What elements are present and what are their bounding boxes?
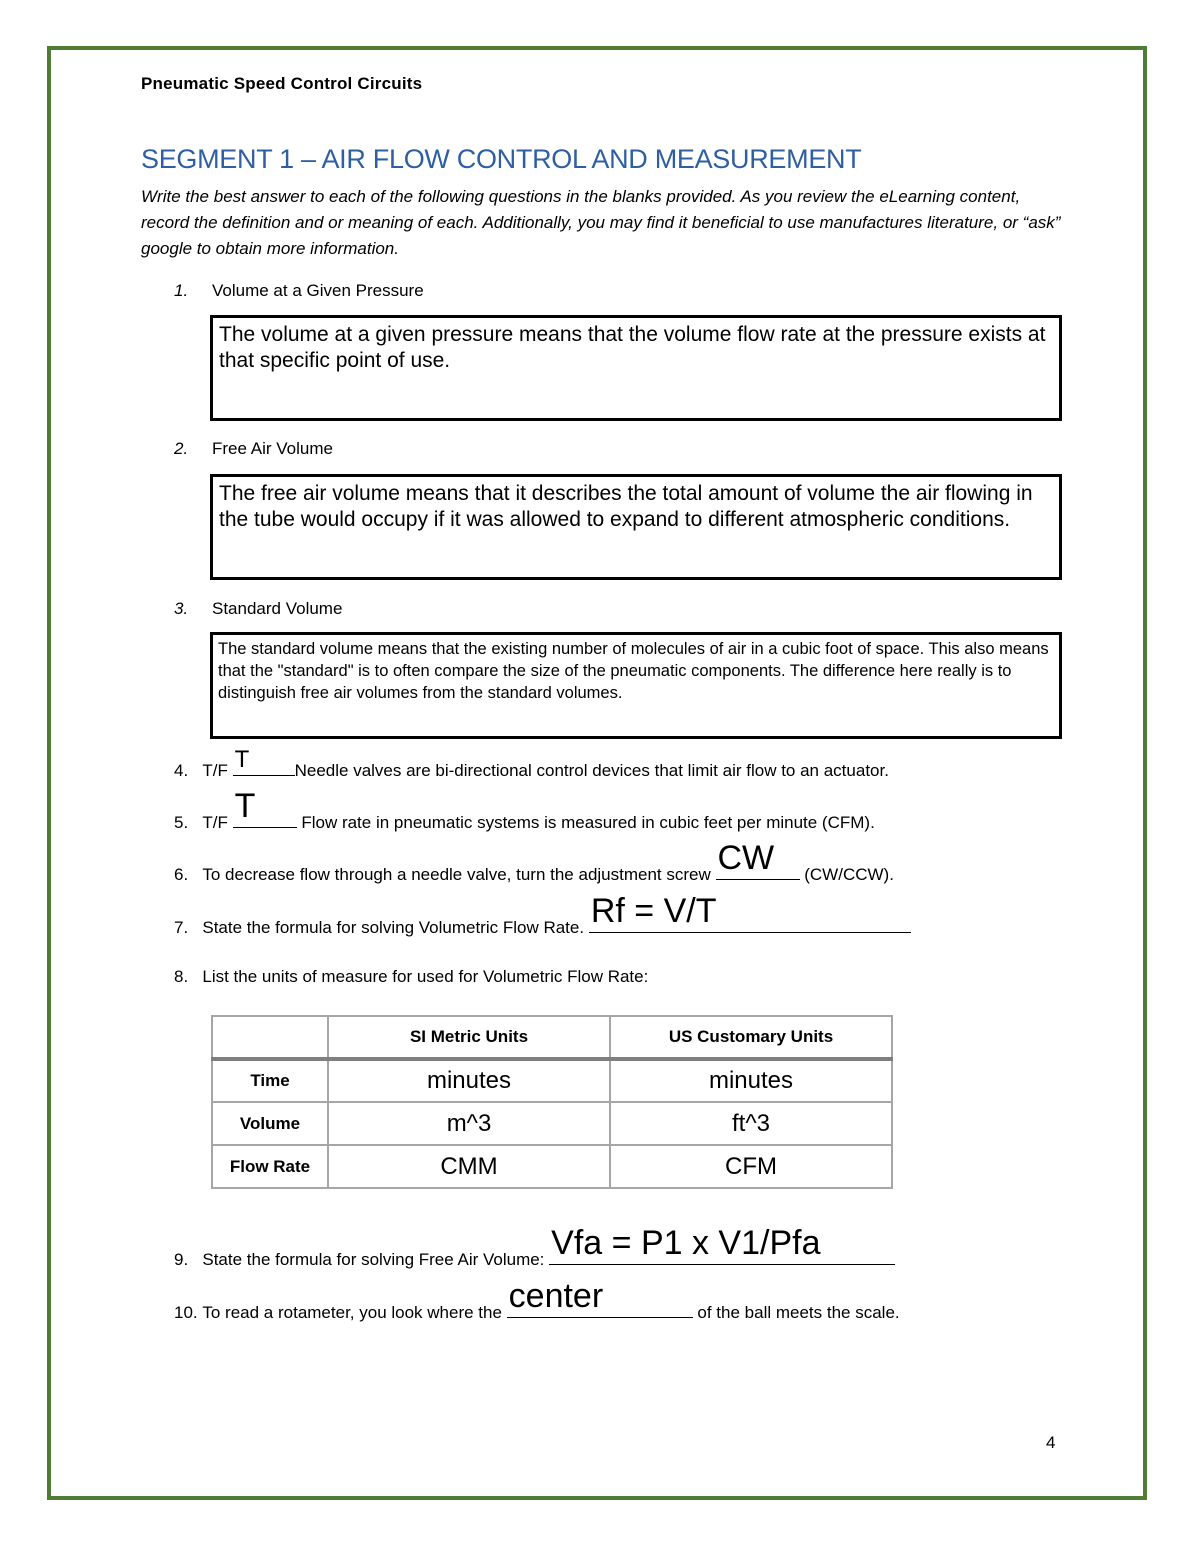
q9-blank[interactable] [549, 1224, 895, 1265]
q4-answer: T [234, 746, 250, 773]
q4-blank[interactable] [233, 746, 295, 776]
q6-blank[interactable] [716, 839, 800, 880]
cell-flow-rate-us[interactable]: CFM [610, 1145, 892, 1188]
q2-text: Free Air Volume [212, 439, 333, 458]
page-number: 4 [1046, 1433, 1056, 1452]
q4-number: 4. [174, 761, 189, 780]
segment-title: SEGMENT 1 – AIR FLOW CONTROL AND MEASUREMENT [141, 144, 862, 174]
running-header: Pneumatic Speed Control Circuits [141, 74, 423, 93]
table-header-row [212, 1016, 892, 1059]
q4-text: Needle valves are bi-directional control devices that limit air flow to an actuator. [294, 761, 889, 780]
q6-suffix: (CW/CCW). [804, 865, 894, 884]
q1-answer-box[interactable]: The volume at a given pressure means that the volume flow rate at the pressure exists at that specific point of use. [210, 315, 1062, 421]
q5-number: 5. [174, 813, 189, 832]
q10-text-after: of the ball meets the scale. [697, 1303, 900, 1322]
instructions: Write the best answer to each of the following questions in the blanks provided. As you review the eLearning content, record the definition and or meaning of each. Additionally, you may find it beneficial to use manufactures literature, or “ask” google to obtain more information. [141, 187, 1061, 258]
cell-volume-si[interactable]: m^3 [328, 1102, 610, 1145]
q9-text: State the formula for solving Free Air Volume: [202, 1250, 545, 1269]
table-header-si: SI Metric Units [328, 1016, 610, 1059]
q8-line [174, 967, 648, 987]
cell-flow-rate-si[interactable]: CMM [328, 1145, 610, 1188]
row-label-volume: Volume [212, 1102, 328, 1145]
q4-line [174, 746, 889, 781]
q10-line [174, 1277, 900, 1323]
q10-blank[interactable] [507, 1277, 693, 1318]
q5-prefix: T/F [202, 813, 228, 832]
q7-blank[interactable] [589, 892, 911, 933]
q1-text: Volume at a Given Pressure [212, 281, 424, 300]
q5-text: Flow rate in pneumatic systems is measured in cubic feet per minute (CFM). [301, 813, 875, 832]
q6-text: To decrease flow through a needle valve, turn the adjustment screw [202, 865, 711, 884]
q7-answer: Rf = V/T [590, 892, 717, 930]
q6-answer: CW [717, 839, 775, 877]
q7-line [174, 892, 911, 938]
q10-text-before: To read a rotameter, you look where the [202, 1303, 502, 1322]
q2-answer-box[interactable]: The free air volume means that it describes the total amount of volume the air flowing in the tube would occupy if it was allowed to expand to different atmospheric conditions. [210, 474, 1062, 580]
row-label-time: Time [212, 1059, 328, 1102]
q9-line [174, 1224, 895, 1270]
q8-text: List the units of measure for used for Volumetric Flow Rate: [202, 967, 649, 986]
row-label-flow-rate: Flow Rate [212, 1145, 328, 1188]
q5-answer: T [234, 787, 256, 825]
table-row [212, 1059, 892, 1102]
q10-number: 10. [174, 1303, 198, 1322]
q10-answer: center [508, 1277, 604, 1315]
cell-time-us[interactable]: minutes [610, 1059, 892, 1102]
q9-answer: Vfa = P1 x V1/Pfa [551, 1224, 821, 1262]
cell-volume-us[interactable]: ft^3 [610, 1102, 892, 1145]
q5-blank[interactable] [233, 787, 297, 828]
q7-text: State the formula for solving Volumetric Flow Rate. [202, 918, 585, 937]
q3-text: Standard Volume [212, 599, 343, 618]
q5-line [174, 787, 875, 833]
table-row [212, 1102, 892, 1145]
table-row [212, 1145, 892, 1188]
q6-line [174, 839, 894, 885]
q8-number: 8. [174, 967, 189, 986]
q3-number: 3. [174, 599, 189, 618]
q9-number: 9. [174, 1250, 189, 1269]
cell-time-si[interactable]: minutes [328, 1059, 610, 1102]
q7-number: 7. [174, 918, 189, 937]
q1-number: 1. [174, 281, 189, 300]
units-table [211, 1015, 893, 1189]
q6-number: 6. [174, 865, 189, 884]
q2-number: 2. [174, 439, 189, 458]
q4-prefix: T/F [202, 761, 228, 780]
table-header-us: US Customary Units [610, 1016, 892, 1059]
table-header-blank [212, 1016, 328, 1059]
q3-answer-box[interactable]: The standard volume means that the existing number of molecules of air in a cubic foot of space. This also means that the "standard" is to often compare the size of the pneumatic components. The difference here really is to distinguish free air volumes from the standard volumes. [210, 632, 1062, 739]
